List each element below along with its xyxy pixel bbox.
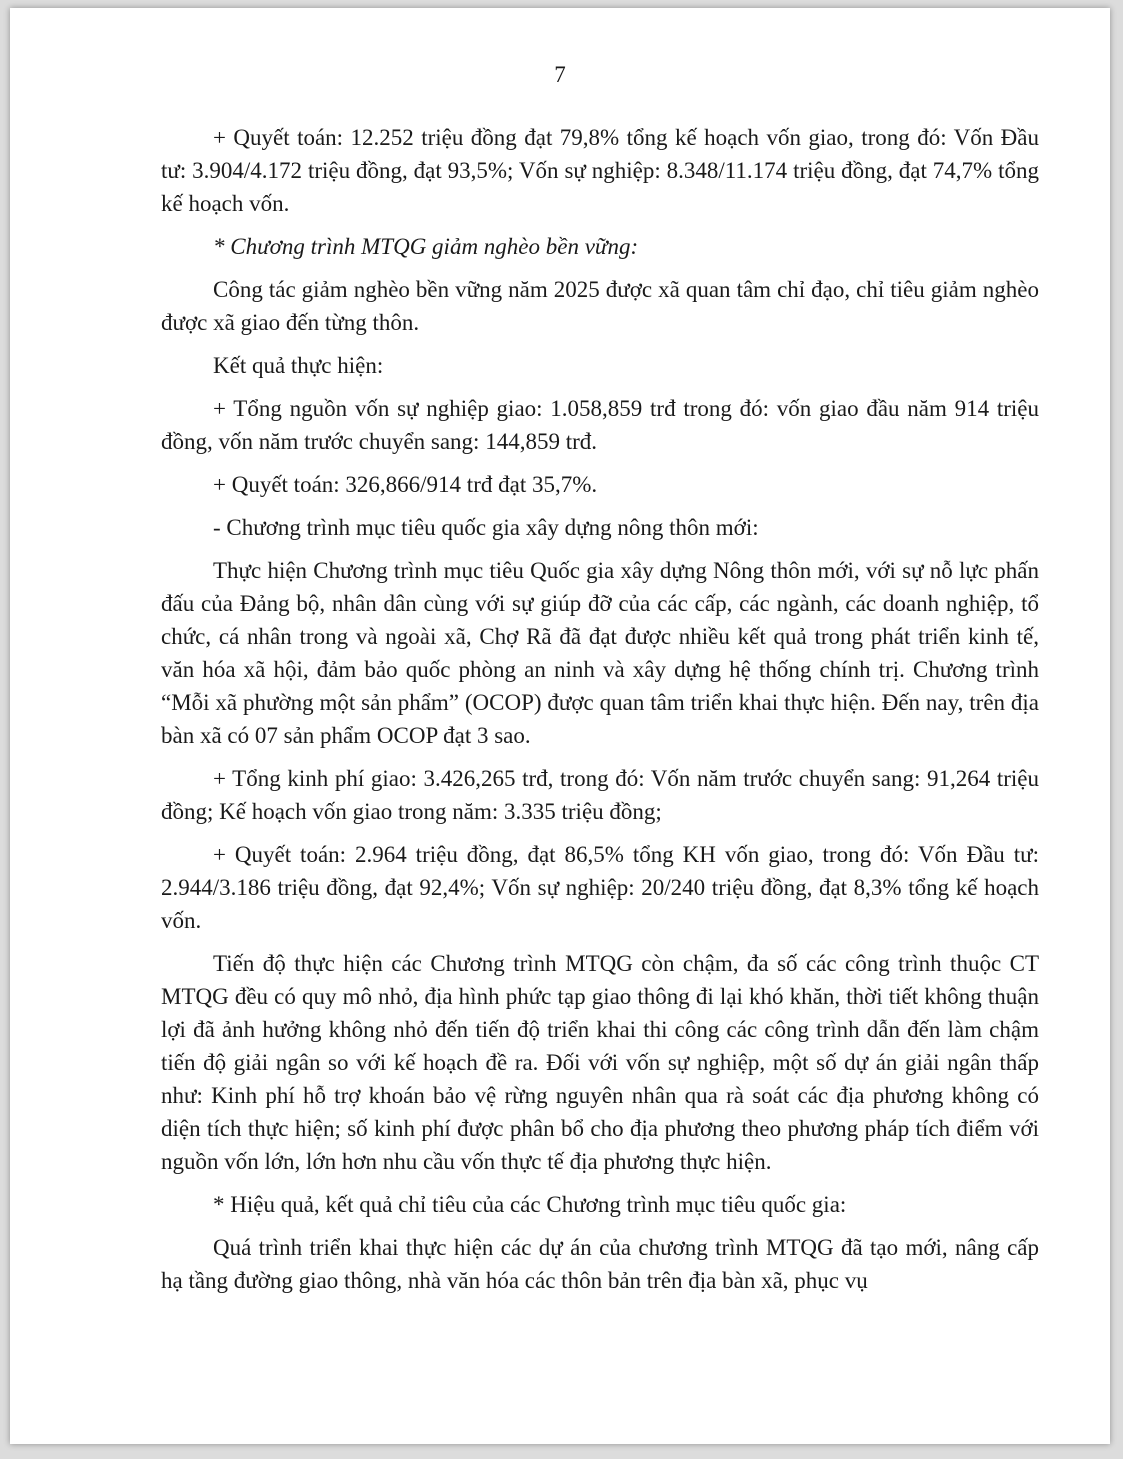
section-heading: * Chương trình MTQG giảm nghèo bền vững: xyxy=(213,234,639,259)
document-body xyxy=(161,121,1039,1307)
paragraph: + Quyết toán: 12.252 triệu đồng đạt 79,8% tổng kế hoạch vốn giao, trong đó: Vốn Đầu tư: 3.904/4.172 triệu đồng, đạt 93,5%; Vốn sự nghiệp: 8.348/11.174 triệu đồng, đạt 74,7% tổng kế hoạch vốn. xyxy=(161,125,1039,216)
page-number: 7 xyxy=(554,62,566,87)
paragraph: Tiến độ thực hiện các Chương trình MTQG còn chậm, đa số các công trình thuộc CT MTQG đều có quy mô nhỏ, địa hình phức tạp giao thông đi lại khó khăn, thời tiết không thuận lợi đã ảnh hưởng không nhỏ đến tiến độ triển khai thi công các công trình dẫn đến làm chậm tiến độ giải ngân so với kế hoạch đề ra. Đối với vốn sự nghiệp, một số dự án giải ngân thấp như: Kinh phí hỗ trợ khoán bảo vệ rừng nguyên nhân qua rà soát các địa phương không có diện tích thực hiện; số kinh phí được phân bổ cho địa phương theo phương pháp tích điểm với nguồn vốn lớn, lớn hơn nhu cầu vốn thực tế địa phương thực hiện. xyxy=(161,951,1039,1174)
paragraph: + Tổng kinh phí giao: 3.426,265 trđ, trong đó: Vốn năm trước chuyển sang: 91,264 triệu đồng; Kế hoạch vốn giao trong năm: 3.335 triệu đồng; xyxy=(161,766,1039,824)
section-heading: - Chương trình mục tiêu quốc gia xây dựng nông thôn mới: xyxy=(213,515,759,540)
paragraph: Kết quả thực hiện: xyxy=(213,353,384,378)
document-page xyxy=(10,8,1110,1444)
paragraph: Thực hiện Chương trình mục tiêu Quốc gia xây dựng Nông thôn mới, với sự nỗ lực phấn đấu của Đảng bộ, nhân dân cùng với sự giúp đỡ của các cấp, các ngành, các doanh nghiệp, tổ chức, cá nhân trong và ngoài xã, Chợ Rã đã đạt được nhiều kết quả trong phát triển kinh tế, văn hóa xã hội, đảm bảo quốc phòng an ninh và xây dựng hệ thống chính trị. Chương trình “Mỗi xã phường một sản phẩm” (OCOP) được quan tâm triển khai thực hiện. Đến nay, trên địa bàn xã có 07 sản phẩm OCOP đạt 3 sao. xyxy=(161,558,1039,748)
paragraph: + Tổng nguồn vốn sự nghiệp giao: 1.058,859 trđ trong đó: vốn giao đầu năm 914 triệu đồng, vốn năm trước chuyển sang: 144,859 trđ. xyxy=(161,396,1039,454)
paragraph: Quá trình triển khai thực hiện các dự án của chương trình MTQG đã tạo mới, nâng cấp hạ tầng đường giao thông, nhà văn hóa các thôn bản trên địa bàn xã, phục vụ xyxy=(161,1235,1039,1293)
section-heading: * Hiệu quả, kết quả chỉ tiêu của các Chương trình mục tiêu quốc gia: xyxy=(213,1192,847,1217)
paragraph: Công tác giảm nghèo bền vững năm 2025 được xã quan tâm chỉ đạo, chỉ tiêu giảm nghèo được xã giao đến từng thôn. xyxy=(161,277,1039,335)
paragraph: + Quyết toán: 2.964 triệu đồng, đạt 86,5% tổng KH vốn giao, trong đó: Vốn Đầu tư: 2.944/3.186 triệu đồng, đạt 92,4%; Vốn sự nghiệp: 20/240 triệu đồng, đạt 8,3% tổng kế hoạch vốn. xyxy=(161,842,1039,933)
paragraph: + Quyết toán: 326,866/914 trđ đạt 35,7%. xyxy=(213,472,598,497)
